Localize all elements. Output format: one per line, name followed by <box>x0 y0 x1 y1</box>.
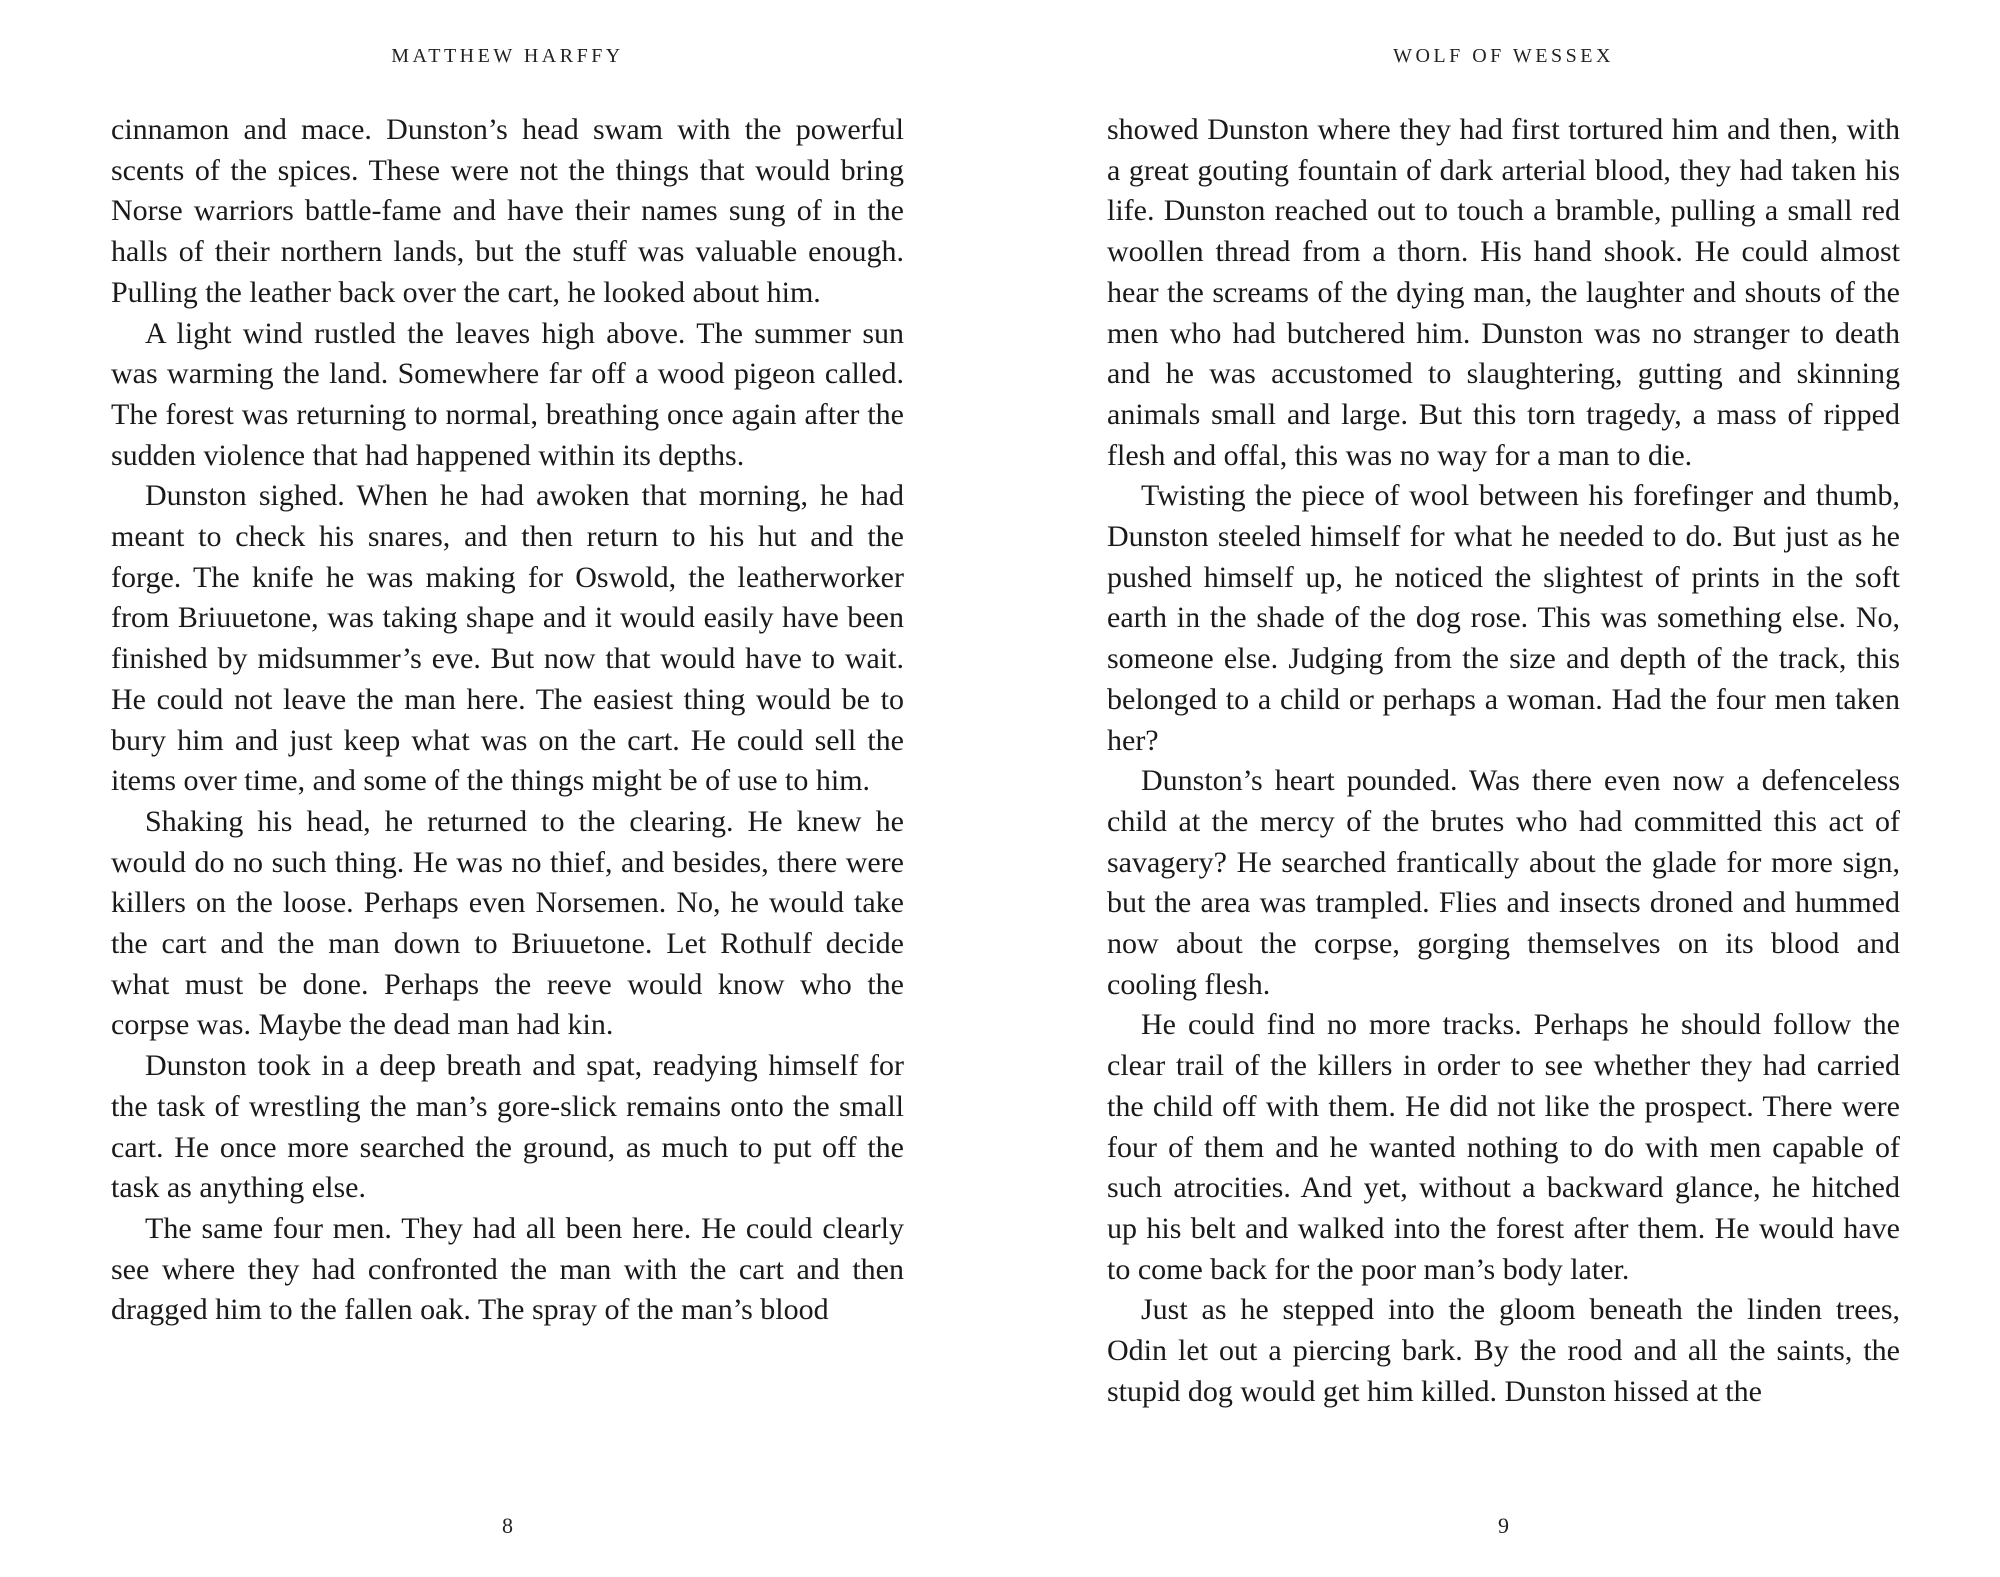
running-head-title: WOLF OF WESSEX <box>1393 45 1614 67</box>
paragraph: showed Dunston where they had first tortured him and then, with a great gouting fountain of dark arterial blood, they had taken his life. Dunston reached out to touch a bramble, pulling a small red woollen thread from a thorn. His hand shook. He could almost hear the screams of the dying man, the laughter and shouts of the men who had butchered him. Dunston was no stranger to death and he was accustomed to slaughtering, gutting and skinning animals small and large. But this torn tragedy, a mass of ripped flesh and offal, this was no way for a man to die. <box>1107 113 1900 472</box>
paragraph: Dunston sighed. When he had awoken that morning, he had meant to check his snares, and then return to his hut and the forge. The knife he was making for Oswold, the leatherworker from Briuuetone, was taking shape and it would easily have been finished by midsummer’s eve. But now that would have to wait. He could not leave the man here. The easiest thing would be to bury him and just keep what was on the cart. He could sell the items over time, and some of the things might be of use to him. <box>111 479 904 798</box>
paragraph: Dunston’s heart pounded. Was there even now a defenceless child at the mercy of the brutes who had committed this act of savagery? He searched frantically about the glade for more sign, but the area was trampled. Flies and insects droned and hummed now about the corpse, gorging themselves on its blood and cooling flesh. <box>1107 764 1900 1001</box>
paragraph: Dunston took in a deep breath and spat, readying himself for the task of wrestling the man’s gore-slick remains onto the small cart. He once more searched the ground, as much to put off the task as anything else. <box>111 1049 904 1205</box>
left-page-body <box>111 110 904 1331</box>
right-page-body <box>1107 110 1900 1413</box>
paragraph: Twisting the piece of wool between his forefinger and thumb, Dunston steeled himself for what he needed to do. But just as he pushed himself up, he noticed the slightest of prints in the soft earth in the shade of the dog rose. This was something else. No, someone else. Judging from the size and depth of the track, this belonged to a child or perhaps a woman. Had the four men taken her? <box>1107 479 1900 757</box>
paragraph: A light wind rustled the leaves high above. The summer sun was warming the land. Somewhere far off a wood pigeon called. The forest was returning to normal, breathing once again after the sudden violence that had happened within its depths. <box>111 316 904 472</box>
right-page <box>1107 0 1900 1577</box>
paragraph: He could find no more tracks. Perhaps he should follow the clear trail of the killers in order to see whether they had carried the child off with them. He did not like the prospect. There were four of them and he wanted nothing to do with men capable of such atrocities. And yet, without a backward glance, he hitched up his belt and walked into the forest after them. He would have to come back for the poor man’s body later. <box>1107 1008 1900 1286</box>
running-head-author: MATTHEW HARFFY <box>391 45 624 67</box>
paragraph: Just as he stepped into the gloom beneath the linden trees, Odin let out a piercing bark. By the rood and all the saints, the stupid dog would get him killed. Dunston hissed at the <box>1107 1293 1900 1408</box>
paragraph: Shaking his head, he returned to the clearing. He knew he would do no such thing. He was no thief, and besides, there were killers on the loose. Perhaps even Norsemen. No, he would take the cart and the man down to Briuuetone. Let Rothulf decide what must be done. Perhaps the reeve would know who the corpse was. Maybe the dead man had kin. <box>111 804 904 1042</box>
page-number: 8 <box>502 1513 513 1538</box>
page-number: 9 <box>1498 1513 1509 1538</box>
left-page <box>111 0 904 1577</box>
paragraph: cinnamon and mace. Dunston’s head swam with the powerful scents of the spices. These were not the things that would bring Norse warriors battle-fame and have their names sung of in the halls of their northern lands, but the stuff was valuable enough. Pulling the leather back over the cart, he looked about him. <box>111 113 904 309</box>
paragraph: The same four men. They had all been here. He could clearly see where they had confronted the man with the cart and then dragged him to the fallen oak. The spray of the man’s blood <box>111 1211 904 1327</box>
